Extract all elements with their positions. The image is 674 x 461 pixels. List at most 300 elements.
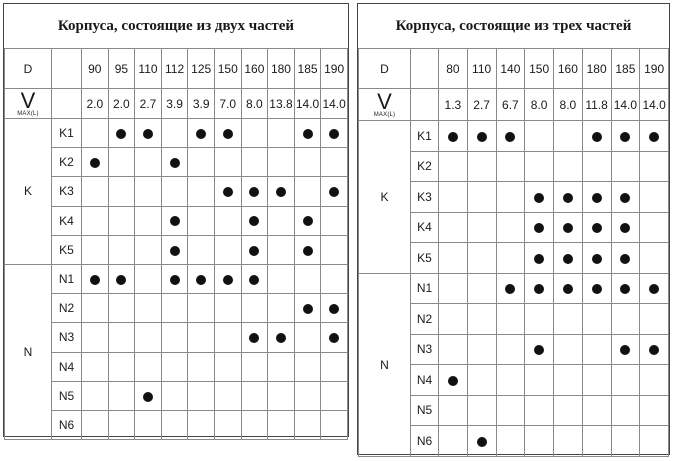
housing-label: K1	[52, 119, 82, 148]
availability-cell	[294, 119, 321, 148]
housing-row	[5, 352, 348, 381]
availability-cell	[108, 119, 135, 148]
availability-cell	[268, 119, 295, 148]
availability-cell	[582, 273, 611, 304]
availability-dot	[563, 223, 573, 233]
availability-cell	[161, 410, 188, 439]
availability-dot	[249, 216, 259, 226]
volume-value: 2.7	[467, 89, 496, 121]
three-part-housings-title: Корпуса, состоящие из трех частей	[358, 4, 669, 49]
availability-cell	[294, 381, 321, 410]
availability-cell	[439, 121, 468, 152]
availability-dot	[249, 275, 259, 285]
diameter-value: 125	[188, 49, 215, 89]
housing-label: N3	[52, 323, 82, 352]
diameter-header: D	[359, 49, 411, 89]
availability-cell	[554, 273, 583, 304]
availability-cell	[294, 264, 321, 293]
availability-cell	[268, 381, 295, 410]
availability-cell	[214, 381, 241, 410]
availability-cell	[611, 365, 640, 396]
availability-cell	[135, 381, 162, 410]
volume-value: 8.0	[554, 89, 583, 121]
availability-cell	[214, 235, 241, 264]
availability-dot	[249, 246, 259, 256]
availability-cell	[467, 182, 496, 213]
availability-cell	[582, 121, 611, 152]
availability-cell	[161, 148, 188, 177]
availability-cell	[439, 212, 468, 243]
availability-cell	[294, 235, 321, 264]
availability-cell	[611, 395, 640, 426]
availability-cell	[496, 273, 525, 304]
availability-cell	[161, 206, 188, 235]
availability-dot	[620, 284, 630, 294]
availability-cell	[467, 395, 496, 426]
availability-dot	[276, 333, 286, 343]
volume-header-label: V	[20, 88, 36, 113]
volume-row	[5, 89, 348, 119]
availability-cell	[467, 304, 496, 335]
housing-row	[359, 273, 669, 304]
diameter-value: 160	[241, 49, 268, 89]
availability-cell	[188, 148, 215, 177]
diameter-value: 110	[467, 49, 496, 89]
availability-cell	[294, 323, 321, 352]
availability-cell	[135, 323, 162, 352]
availability-cell	[268, 148, 295, 177]
availability-cell	[188, 206, 215, 235]
diameter-value: 190	[640, 49, 669, 89]
housing-label: N2	[52, 294, 82, 323]
availability-dot	[620, 254, 630, 264]
availability-cell	[108, 323, 135, 352]
availability-cell	[135, 264, 162, 293]
availability-cell	[268, 177, 295, 206]
housing-label: N5	[411, 395, 439, 426]
volume-header	[359, 89, 411, 121]
availability-cell	[525, 121, 554, 152]
availability-cell	[268, 294, 295, 323]
availability-cell	[82, 206, 109, 235]
availability-cell	[611, 151, 640, 182]
volume-value: 2.0	[108, 89, 135, 119]
availability-cell	[496, 212, 525, 243]
availability-cell	[554, 304, 583, 335]
diameter-value: 180	[268, 49, 295, 89]
availability-cell	[268, 323, 295, 352]
availability-cell	[108, 381, 135, 410]
availability-cell	[161, 381, 188, 410]
availability-cell	[525, 365, 554, 396]
availability-cell	[496, 426, 525, 457]
housing-label: K2	[52, 148, 82, 177]
availability-cell	[82, 235, 109, 264]
availability-dot	[116, 129, 126, 139]
availability-cell	[241, 206, 268, 235]
availability-cell	[188, 410, 215, 439]
availability-dot	[592, 132, 602, 142]
availability-cell	[268, 352, 295, 381]
availability-dot	[170, 246, 180, 256]
availability-dot	[329, 304, 339, 314]
availability-dot	[90, 158, 100, 168]
diameter-value: 95	[108, 49, 135, 89]
availability-cell	[611, 182, 640, 213]
availability-cell	[496, 243, 525, 274]
availability-cell	[241, 323, 268, 352]
availability-cell	[525, 273, 554, 304]
availability-cell	[214, 323, 241, 352]
diameter-row	[359, 49, 669, 89]
availability-cell	[321, 294, 348, 323]
availability-cell	[439, 182, 468, 213]
housing-label: N5	[52, 381, 82, 410]
blank-cell	[411, 49, 439, 89]
availability-cell	[582, 395, 611, 426]
availability-dot	[223, 129, 233, 139]
diameter-value: 80	[439, 49, 468, 89]
volume-value: 7.0	[214, 89, 241, 119]
availability-cell	[294, 294, 321, 323]
availability-cell	[582, 182, 611, 213]
availability-cell	[241, 119, 268, 148]
availability-cell	[82, 148, 109, 177]
availability-cell	[321, 148, 348, 177]
availability-cell	[525, 426, 554, 457]
availability-cell	[321, 352, 348, 381]
diameter-value: 150	[214, 49, 241, 89]
availability-dot	[170, 216, 180, 226]
availability-cell	[294, 148, 321, 177]
availability-cell	[161, 323, 188, 352]
housing-label: N1	[52, 264, 82, 293]
availability-cell	[496, 365, 525, 396]
availability-cell	[188, 352, 215, 381]
availability-dot	[329, 129, 339, 139]
availability-cell	[467, 365, 496, 396]
availability-dot	[477, 437, 487, 447]
availability-cell	[439, 273, 468, 304]
availability-cell	[439, 243, 468, 274]
three-part-housings-table	[358, 48, 669, 457]
volume-value: 8.0	[525, 89, 554, 121]
availability-dot	[592, 284, 602, 294]
availability-cell	[467, 273, 496, 304]
volume-value: 14.0	[321, 89, 348, 119]
volume-value: 14.0	[294, 89, 321, 119]
diameter-header: D	[5, 49, 52, 89]
availability-cell	[188, 177, 215, 206]
availability-cell	[214, 352, 241, 381]
housing-label: K3	[411, 182, 439, 213]
housing-row	[5, 235, 348, 264]
diameter-value: 160	[554, 49, 583, 89]
volume-value: 6.7	[496, 89, 525, 121]
availability-cell	[611, 273, 640, 304]
availability-cell	[241, 410, 268, 439]
housing-label: N6	[52, 410, 82, 439]
availability-cell	[496, 182, 525, 213]
availability-cell	[268, 206, 295, 235]
availability-cell	[611, 121, 640, 152]
volume-header	[5, 89, 52, 119]
availability-dot	[303, 129, 313, 139]
housing-row	[5, 381, 348, 410]
volume-value: 1.3	[439, 89, 468, 121]
volume-value: 11.8	[582, 89, 611, 121]
availability-cell	[214, 119, 241, 148]
availability-cell	[640, 395, 669, 426]
availability-cell	[188, 264, 215, 293]
availability-cell	[496, 151, 525, 182]
availability-dot	[649, 284, 659, 294]
availability-cell	[135, 352, 162, 381]
availability-cell	[161, 294, 188, 323]
two-part-housings-panel	[3, 3, 349, 437]
two-part-housings-table	[4, 48, 348, 440]
availability-cell	[439, 395, 468, 426]
availability-dot	[276, 187, 286, 197]
availability-cell	[611, 334, 640, 365]
availability-dot	[116, 275, 126, 285]
availability-dot	[620, 193, 630, 203]
availability-cell	[214, 206, 241, 235]
availability-cell	[640, 121, 669, 152]
availability-cell	[321, 410, 348, 439]
availability-cell	[135, 294, 162, 323]
availability-dot	[170, 158, 180, 168]
availability-cell	[582, 151, 611, 182]
availability-cell	[640, 426, 669, 457]
diameter-row	[5, 49, 348, 89]
volume-value: 13.8	[268, 89, 295, 119]
blank-cell	[52, 49, 82, 89]
availability-cell	[640, 365, 669, 396]
availability-cell	[439, 151, 468, 182]
availability-cell	[108, 148, 135, 177]
availability-cell	[135, 235, 162, 264]
availability-cell	[554, 212, 583, 243]
housing-label: K2	[411, 151, 439, 182]
availability-cell	[496, 395, 525, 426]
availability-cell	[611, 426, 640, 457]
availability-dot	[505, 132, 515, 142]
availability-dot	[505, 284, 515, 294]
availability-cell	[82, 323, 109, 352]
diameter-value: 140	[496, 49, 525, 89]
diameter-value: 190	[321, 49, 348, 89]
diameter-value: 180	[582, 49, 611, 89]
volume-value: 3.9	[188, 89, 215, 119]
availability-dot	[170, 275, 180, 285]
availability-dot	[620, 345, 630, 355]
availability-dot	[223, 187, 233, 197]
availability-dot	[534, 284, 544, 294]
availability-cell	[294, 352, 321, 381]
availability-dot	[477, 132, 487, 142]
availability-dot	[303, 304, 313, 314]
availability-dot	[563, 193, 573, 203]
volume-row	[359, 89, 669, 121]
availability-cell	[241, 294, 268, 323]
group-label: K	[5, 119, 52, 265]
availability-cell	[467, 243, 496, 274]
volume-value: 8.0	[241, 89, 268, 119]
availability-dot	[448, 132, 458, 142]
availability-cell	[108, 352, 135, 381]
housing-row	[5, 119, 348, 148]
availability-cell	[214, 410, 241, 439]
availability-dot	[143, 129, 153, 139]
availability-cell	[467, 426, 496, 457]
housing-label: N1	[411, 273, 439, 304]
availability-cell	[268, 410, 295, 439]
availability-cell	[108, 410, 135, 439]
availability-cell	[108, 264, 135, 293]
diameter-value: 90	[82, 49, 109, 89]
availability-dot	[534, 223, 544, 233]
availability-cell	[241, 235, 268, 264]
availability-cell	[214, 177, 241, 206]
housing-label: N2	[411, 304, 439, 335]
availability-cell	[135, 206, 162, 235]
availability-dot	[620, 132, 630, 142]
availability-cell	[135, 177, 162, 206]
availability-cell	[241, 177, 268, 206]
availability-dot	[592, 193, 602, 203]
volume-value: 2.0	[82, 89, 109, 119]
availability-dot	[329, 187, 339, 197]
volume-value: 14.0	[640, 89, 669, 121]
volume-value: 2.7	[135, 89, 162, 119]
availability-cell	[582, 304, 611, 335]
availability-dot	[448, 376, 458, 386]
housing-row	[5, 323, 348, 352]
availability-cell	[321, 206, 348, 235]
availability-cell	[640, 151, 669, 182]
volume-header-subscript: MAX(L)	[17, 110, 39, 117]
availability-cell	[640, 243, 669, 274]
availability-cell	[467, 212, 496, 243]
availability-cell	[496, 334, 525, 365]
availability-dot	[534, 254, 544, 264]
availability-cell	[525, 243, 554, 274]
availability-cell	[161, 235, 188, 264]
volume-value: 3.9	[161, 89, 188, 119]
availability-cell	[321, 381, 348, 410]
volume-value: 14.0	[611, 89, 640, 121]
housing-row	[5, 264, 348, 293]
availability-cell	[611, 243, 640, 274]
housing-row	[5, 148, 348, 177]
availability-cell	[582, 426, 611, 457]
availability-dot	[563, 254, 573, 264]
housing-label: N3	[411, 334, 439, 365]
blank-cell	[52, 89, 82, 119]
housing-label: K4	[52, 206, 82, 235]
availability-cell	[640, 212, 669, 243]
availability-cell	[294, 206, 321, 235]
availability-cell	[135, 119, 162, 148]
three-part-housings-panel	[357, 3, 670, 455]
availability-cell	[525, 304, 554, 335]
housing-label: K5	[411, 243, 439, 274]
availability-dot	[90, 275, 100, 285]
availability-cell	[525, 182, 554, 213]
availability-cell	[554, 151, 583, 182]
availability-dot	[303, 216, 313, 226]
availability-cell	[135, 148, 162, 177]
availability-cell	[321, 323, 348, 352]
availability-cell	[188, 119, 215, 148]
availability-cell	[467, 334, 496, 365]
availability-dot	[592, 254, 602, 264]
availability-cell	[82, 352, 109, 381]
availability-dot	[620, 223, 630, 233]
availability-cell	[268, 264, 295, 293]
availability-cell	[82, 177, 109, 206]
availability-cell	[554, 426, 583, 457]
availability-cell	[161, 177, 188, 206]
housing-row	[5, 294, 348, 323]
availability-dot	[143, 392, 153, 402]
availability-dot	[196, 129, 206, 139]
housing-label: N6	[411, 426, 439, 457]
availability-cell	[321, 264, 348, 293]
availability-cell	[188, 323, 215, 352]
availability-cell	[525, 212, 554, 243]
availability-cell	[554, 334, 583, 365]
availability-dot	[534, 345, 544, 355]
availability-cell	[214, 148, 241, 177]
diameter-value: 185	[294, 49, 321, 89]
availability-cell	[525, 395, 554, 426]
availability-cell	[268, 235, 295, 264]
housing-label: N4	[52, 352, 82, 381]
diameter-value: 150	[525, 49, 554, 89]
availability-cell	[82, 410, 109, 439]
group-label: N	[5, 264, 52, 439]
availability-cell	[108, 177, 135, 206]
availability-dot	[534, 193, 544, 203]
availability-cell	[321, 235, 348, 264]
availability-cell	[611, 212, 640, 243]
availability-cell	[640, 273, 669, 304]
availability-cell	[241, 352, 268, 381]
housing-label: K3	[52, 177, 82, 206]
availability-cell	[161, 352, 188, 381]
availability-cell	[241, 148, 268, 177]
availability-cell	[582, 212, 611, 243]
availability-cell	[294, 177, 321, 206]
availability-cell	[188, 381, 215, 410]
volume-header-label: V	[377, 88, 392, 114]
availability-dot	[649, 345, 659, 355]
availability-cell	[439, 304, 468, 335]
availability-cell	[108, 235, 135, 264]
group-label: N	[359, 273, 411, 456]
availability-cell	[188, 294, 215, 323]
availability-cell	[82, 264, 109, 293]
volume-header-subscript: MAX(L)	[373, 111, 396, 118]
availability-cell	[611, 304, 640, 335]
availability-cell	[525, 151, 554, 182]
availability-cell	[554, 182, 583, 213]
availability-dot	[303, 246, 313, 256]
availability-cell	[582, 334, 611, 365]
housing-row	[5, 206, 348, 235]
